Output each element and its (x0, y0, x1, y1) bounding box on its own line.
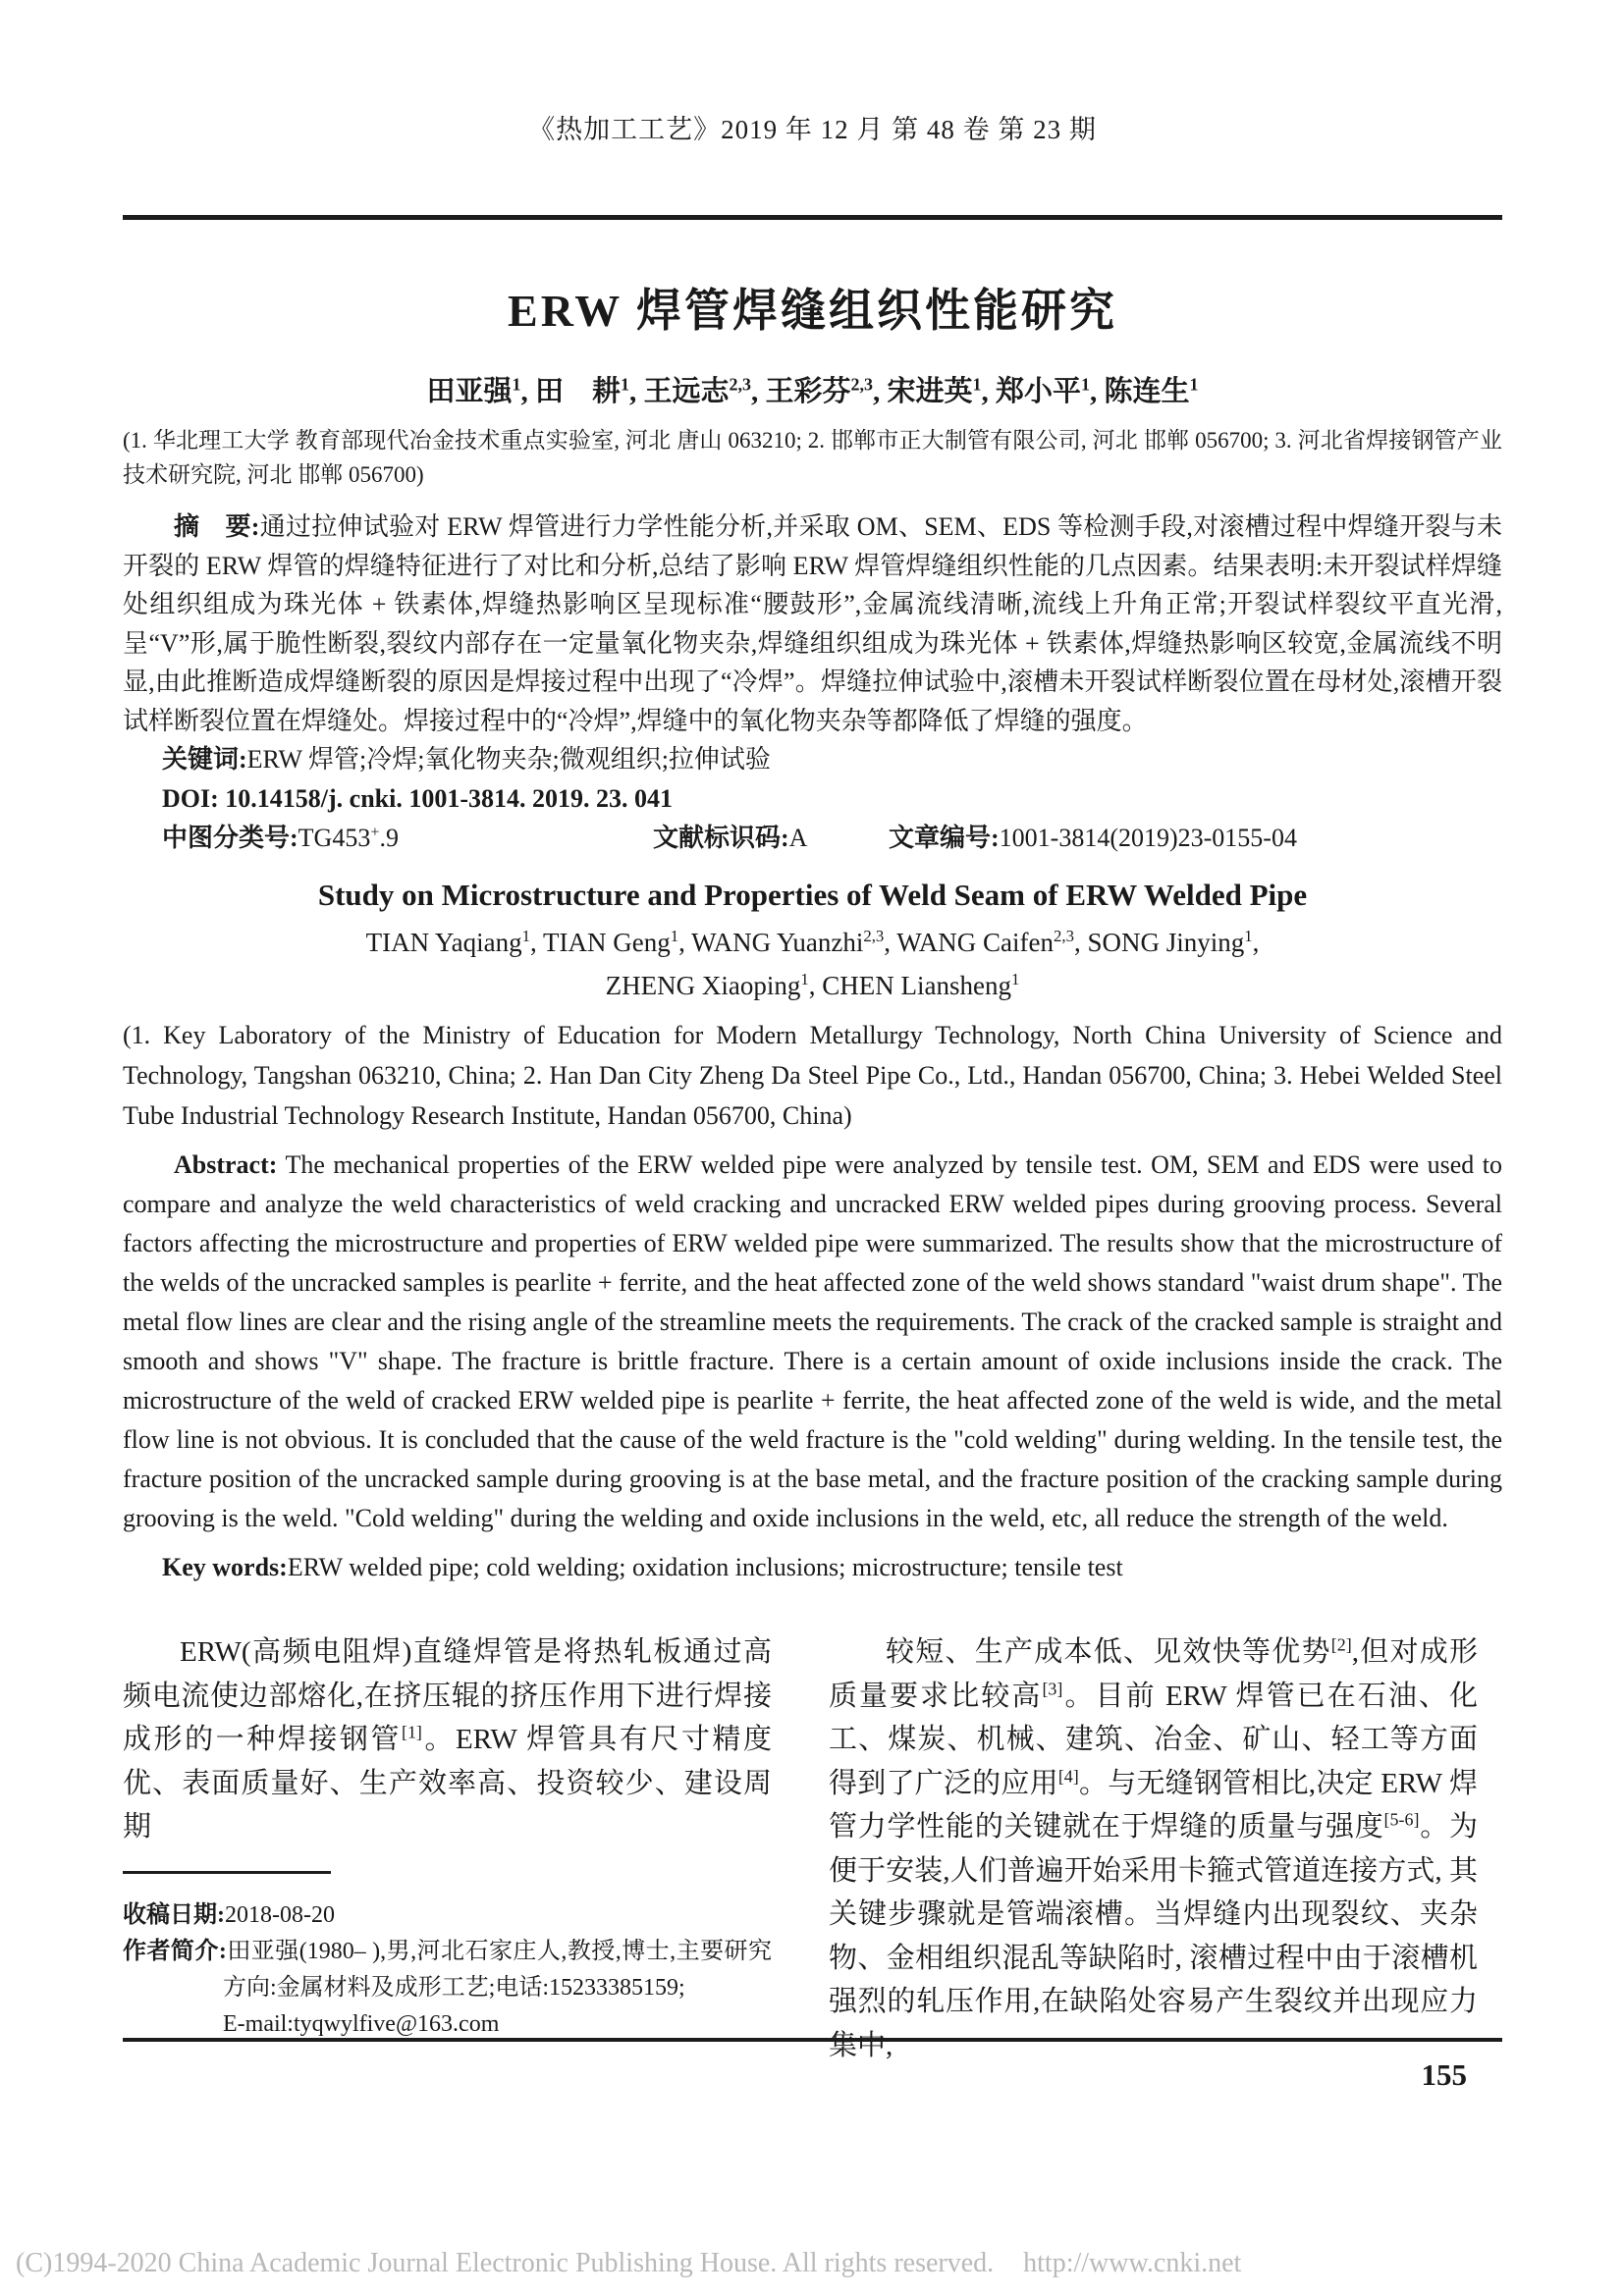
body-paragraph-left: ERW(高频电阻焊)直缝焊管是将热轧板通过高频电流使边部熔化,在挤压辊的挤压作用下进行焊接成形的一种焊接钢管[1]。ERW 焊管具有尺寸精度优、表面质量好、生产效率高、投资较少、建设周期 (123, 1636, 772, 1842)
author-bio-line: 作者简介:田亚强(1980– ),男,河北石家庄人,教授,博士,主要研究方向:金属材料及成形工艺;电话:15233385159; (123, 1938, 772, 2001)
author-affil-sup: 1 (621, 374, 630, 395)
author-en: TIAN Yaqiang$^1$ , (366, 928, 543, 957)
author-en: ZHENG Xiaoping$^1$ , (606, 971, 823, 1000)
author-en: WANG Caifen$^{2,3}$ , (896, 928, 1087, 957)
authors-en-line1 (123, 921, 1502, 964)
body-paragraph-right: 较短、生产成本低、见效快等优势[2],但对成形质量要求比较高[3]。目前 ERW 焊管已在石油、化工、煤炭、机械、建筑、冶金、矿山、轻工等方面得到了广泛的应用[4]。与无缝钢管相比,决定 ERW 焊管力学性能的关键就在于焊缝的质量与强度[5-6]。为便于安装,人们普遍开始采用卡箍式管道连接方式, 其关键步骤就是管端滚槽。当焊缝内出现裂纹、夹杂物、金相组织混乱等缺陷时, 滚槽过程中由于滚槽机强烈的轧压作用,在缺陷处容易产生裂纹并出现应力集中, (829, 1634, 1478, 2061)
author-cn: 田 耕$^1$ , (535, 376, 644, 407)
abstract-cn-label: 摘 要: (174, 512, 260, 541)
copyright-footer (16, 2248, 1241, 2279)
author-email-line: E-mail:tyqwylfive@163.com (223, 2010, 500, 2037)
author-affil-sup: 1 (1189, 374, 1199, 395)
body-columns (123, 1630, 1502, 2061)
keywords-cn-line (123, 740, 1502, 779)
author-cn: 王彩芬$^{2,3}$ , (766, 376, 888, 407)
abstract-en (123, 1146, 1502, 1538)
author-affil-sup: 1 (1081, 374, 1090, 395)
article-id: 文章编号:1001-3814(2019)23-0155-04 (889, 824, 1297, 852)
abstract-cn (123, 507, 1502, 740)
abstract-en-text: The mechanical properties of the ERW welded pipe were analyzed by tensile test. OM, SEM and EDS were used to compare and analyze the weld characteristics of weld cracking and uncracked ERW welded pipes during grooving process. Several factors affecting the microstructure and properties of ERW welded pipe were summarized. The results show that the microstructure of the welds of the uncracked samples is pearlite + ferrite, and the heat affected zone of the weld shows standard "waist drum shape". The metal flow lines are clear and the rising angle of the streamline meets the requirements. The crack of the cracked sample is straight and smooth and shows "V" shape. The fracture is brittle fracture. There is a certain amount of oxide inclusions inside the crack. The microstructure of the weld of cracked ERW welded pipe is pearlite + ferrite, the heat affected zone of the weld is wide, and the metal flow line is not obvious. It is concluded that the cause of the weld fracture is the "cold welding" during welding. In the tensile test, the fracture position of the uncracked sample during grooving is at the base metal, and the fracture position of the cracking sample during grooving is the weld. "Cold welding" during the welding and oxide inclusions in the weld, etc, all reduce the strength of the weld. (123, 1150, 1502, 1532)
keywords-en-line (123, 1548, 1502, 1587)
clc-sup: + (370, 824, 380, 841)
cnki-url: http://www.cnki.net (1023, 2248, 1242, 2278)
footnote-block (123, 1871, 772, 2043)
page-number: 155 (1421, 2057, 1467, 2092)
affiliations-cn: (1. 华北理工大学 教育部现代冶金技术重点实验室, 河北 唐山 063210; 2. 邯郸市正大制管有限公司, 河北 邯郸 056700; 3. 河北省焊接钢管产业技术研究院, 河北 邯郸 056700) (123, 428, 1502, 487)
keywords-cn-text: ERW 焊管;冷焊;氧化物夹杂;微观组织;拉伸试验 (246, 745, 771, 774)
author-en: WANG Yuanzhi$^{2,3}$ , (691, 928, 896, 957)
left-column (123, 1630, 772, 2038)
affiliations-en: (1. Key Laboratory of the Ministry of Education for Modern Metallurgy Technology, North China University of Science and Technology, Tangshan 063210, China; 2. Han Dan City Zheng Da Steel Pipe Co., Ltd., Handan 056700, China; 3. Hebei Welded Steel Tube Industrial Technology Research Institute, Handan 056700, China) (123, 1021, 1502, 1130)
author-cn: 王远志$^{2,3}$ , (644, 376, 766, 407)
author-en: SONG Jinying$^1$ , (1087, 928, 1259, 957)
abstract-cn-text: 通过拉伸试验对 ERW 焊管进行力学性能分析,并采取 OM、SEM、EDS 等检测手段,对滚槽过程中焊缝开裂与未开裂的 ERW 焊管的焊缝特征进行了对比和分析,总结了影响 ERW 焊管焊缝组织性能的几点因素。结果表明:未开裂试样焊缝处组织组成为珠光体 + 铁素体,焊缝热影响区呈现标准“腰鼓形”,金属流线清晰,流线上升角正常;开裂试样裂纹平直光滑,呈“V”形,属于脆性断裂,裂纹内部存在一定量氧化物夹杂,焊缝组织组成为珠光体 + 铁素体,焊缝热影响区较宽,金属流线不明显,由此推断造成焊缝断裂的原因是焊接过程中出现了“冷焊”。焊缝拉伸试验中,滚槽未开裂试样断裂位置在母材处,滚槽开裂试样断裂位置在焊缝处。焊接过程中的“冷焊”,焊缝中的氧化物夹杂等都降低了焊缝的强度。 (123, 512, 1502, 735)
author-cn: 田亚强$^1$ , (427, 376, 536, 407)
article-title-cn: ERW 焊管焊缝组织性能研究 (508, 286, 1117, 336)
header-rule (123, 215, 1502, 220)
copyright-text: (C)1994-2020 China Academic Journal Electronic Publishing House. All rights reserved. (16, 2248, 995, 2278)
author-affil-sup: 1 (972, 374, 982, 395)
keywords-en-text: ERW welded pipe; cold welding; oxidation inclusions; microstructure; tensile test (287, 1553, 1123, 1581)
keywords-cn-label: 关键词: (162, 745, 247, 774)
author-affil-sup: 2,3 (729, 374, 751, 395)
document-code: 文献标识码:A (653, 824, 808, 852)
keywords-en-label: Key words: (162, 1553, 288, 1581)
doi-line: DOI: 10.14158/j. cnki. 1001-3814. 2019. 23. 041 (162, 784, 673, 813)
author-affil-sup: 2,3 (850, 374, 873, 395)
footnote-rule (123, 1871, 331, 1874)
authors-cn (123, 369, 1502, 409)
author-cn: 宋进英$^1$ , (887, 376, 996, 407)
author-cn: 陈连生$^1$ (1104, 374, 1199, 407)
classification-row (123, 819, 1502, 858)
author-en: TIAN Geng$^1$ , (543, 928, 691, 957)
author-en: CHEN Liansheng$^1$ (822, 970, 1020, 1000)
authors-en-line2 (123, 964, 1502, 1007)
author-affil-sup: 1 (512, 374, 521, 395)
clc-number: 中图分类号:TG453+.9 (162, 824, 399, 852)
author-cn: 郑小平$^1$ , (996, 376, 1105, 407)
abstract-en-label: Abstract: (174, 1150, 278, 1179)
right-column (829, 1630, 1478, 2061)
journal-header: 《热加工工艺》2019 年 12 月 第 48 卷 第 23 期 (528, 115, 1097, 144)
article-title-en: Study on Microstructure and Properties of Weld Seam of ERW Welded Pipe (317, 878, 1308, 912)
received-date-line: 收稿日期:2018-08-20 (123, 1901, 335, 1928)
